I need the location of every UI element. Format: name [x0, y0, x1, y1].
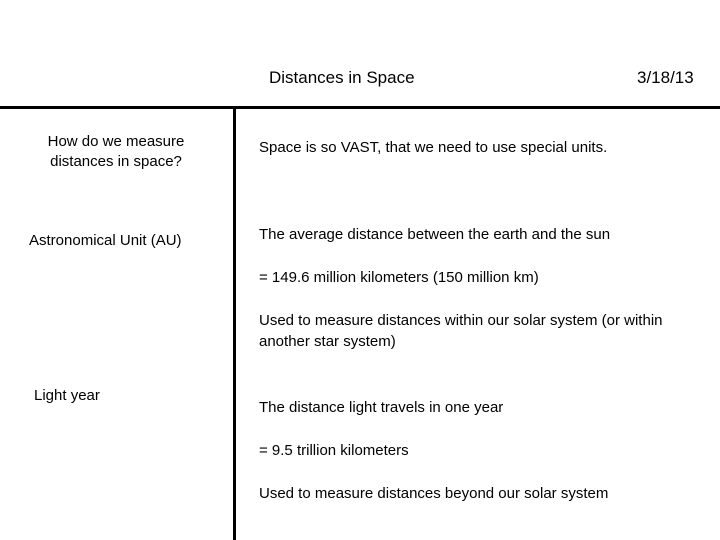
note-au-usage: Used to measure distances within our solar system (or within another star system) — [259, 312, 663, 350]
cue-light-year: Light year — [34, 387, 100, 404]
column-divider — [233, 106, 236, 540]
cue-question: How do we measure distances in space? — [47, 133, 185, 170]
date-label: 3/18/13 — [637, 68, 694, 87]
cue-astronomical-unit: Astronomical Unit (AU) — [29, 232, 182, 249]
note-light-year-definition: The distance light travels in one year — [259, 399, 504, 416]
page-title: Distances in Space — [269, 68, 415, 87]
note-light-year-usage: Used to measure distances beyond our solar system — [259, 485, 609, 502]
note-light-year-value: = 9.5 trillion kilometers — [259, 442, 409, 459]
note-space-vast: Space is so VAST, that we need to use special units. — [259, 139, 608, 156]
note-au-value: = 149.6 million kilometers (150 million km) — [259, 269, 539, 286]
header-divider — [0, 106, 720, 109]
note-au-definition: The average distance between the earth and the sun — [259, 226, 611, 243]
